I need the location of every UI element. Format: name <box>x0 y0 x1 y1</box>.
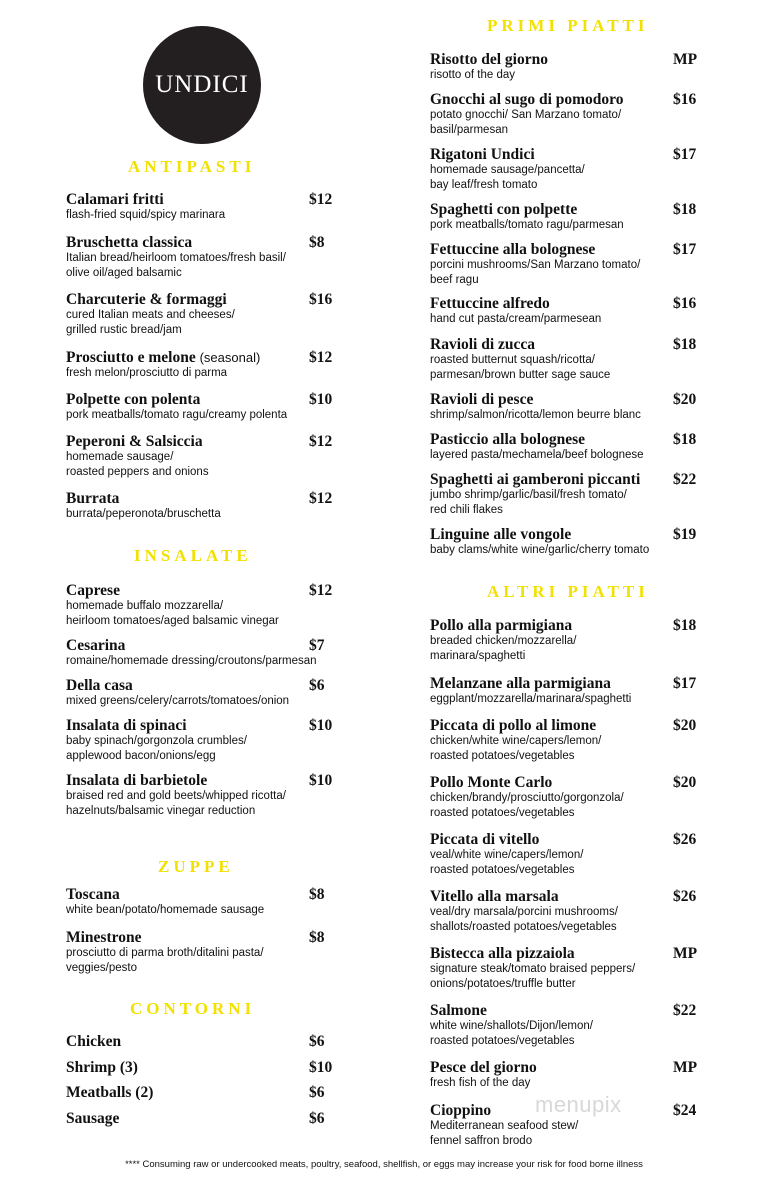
section-title-primi-piatti: PRIMI PIATTI <box>487 16 649 35</box>
food-safety-disclaimer: **** Consuming raw or undercooked meats, poultry, seafood, shellfish, or eggs may increase your risk for food borne illness <box>125 1159 643 1170</box>
menu-item-pesce-del-giorno <box>430 1059 537 1091</box>
item-description: homemade sausage/ <box>66 451 174 463</box>
item-name <box>430 295 601 312</box>
item-price: $10 <box>309 717 333 734</box>
item-price: $26 <box>673 831 697 848</box>
item-name <box>430 1002 593 1019</box>
item-description: marinara/spaghetti <box>430 650 526 662</box>
item-name <box>430 774 624 791</box>
item-note: (seasonal) <box>199 350 261 365</box>
section-title-zuppe: ZUPPE <box>158 857 234 876</box>
side-item-price: $6 <box>309 1084 325 1101</box>
item-price: $20 <box>673 391 697 408</box>
item-description: hand cut pasta/cream/parmesean <box>430 313 602 325</box>
item-description: burrata/peperonota/bruschetta <box>66 508 221 520</box>
menu-item-charcuterie-formaggi <box>66 291 235 338</box>
item-name <box>430 201 624 218</box>
item-name <box>66 677 289 694</box>
item-description: veal/white wine/capers/lemon/ <box>430 849 584 861</box>
item-description: bay leaf/fresh tomato <box>430 179 538 191</box>
item-name <box>430 51 548 68</box>
item-name <box>66 886 264 903</box>
section-title-insalate: INSALATE <box>134 546 252 565</box>
item-price: $18 <box>673 336 697 353</box>
item-price: $7 <box>309 637 325 654</box>
item-price: $12 <box>309 582 333 599</box>
item-description: homemade buffalo mozzarella/ <box>66 600 224 612</box>
item-description: pork meatballs/tomato ragu/parmesan <box>430 219 624 231</box>
menu-item-calamari-fritti <box>66 191 225 223</box>
menu-item-bistecca-alla-pizzaiola <box>430 945 635 992</box>
item-description: hazelnuts/balsamic vinegar reduction <box>66 805 256 817</box>
item-price: MP <box>673 945 698 962</box>
side-item-price: $10 <box>309 1059 333 1076</box>
item-name <box>430 945 635 962</box>
item-name <box>430 675 631 692</box>
item-description: mixed greens/celery/carrots/tomatoes/onion <box>66 695 290 707</box>
item-price: $20 <box>673 717 697 734</box>
item-name <box>66 772 286 789</box>
item-name-text: Pollo alla parmigiana <box>430 617 573 634</box>
item-name <box>430 241 640 258</box>
item-price: $8 <box>309 234 325 251</box>
item-description: red chili flakes <box>430 504 503 516</box>
item-name <box>430 717 601 734</box>
item-name-text: Bistecca alla pizzaiola <box>430 945 575 962</box>
item-name <box>430 391 641 408</box>
item-price: $17 <box>673 146 697 163</box>
menu-item-caprese <box>66 582 279 629</box>
item-description: olive oil/aged balsamic <box>66 267 182 279</box>
menu-item-pollo-monte-carlo <box>430 774 624 821</box>
menu-item-burrata <box>66 490 221 522</box>
item-price: $12 <box>309 349 333 366</box>
menu-item-linguine-alle-vongole <box>430 526 649 558</box>
section-title-antipasti: ANTIPASTI <box>128 157 256 176</box>
item-name-text: Insalata di barbietole <box>66 772 208 789</box>
menu-item-ravioli-di-pesce <box>430 391 641 423</box>
menu-item-rigatoni-undici <box>430 146 585 193</box>
side-item-sausage: Sausage <box>66 1110 120 1127</box>
item-description: fresh melon/prosciutto di parma <box>66 367 228 379</box>
item-description: romaine/homemade dressing/croutons/parmesan <box>66 655 317 667</box>
item-description: veal/dry marsala/porcini mushrooms/ <box>430 906 618 918</box>
side-item-price: $6 <box>309 1110 325 1127</box>
item-name-text: Cesarina <box>66 637 126 654</box>
item-description: shrimp/salmon/ricotta/lemon beurre blanc <box>430 409 641 421</box>
item-description: baby clams/white wine/garlic/cherry tomato <box>430 544 650 556</box>
item-description: layered pasta/mechamela/beef bolognese <box>430 449 644 461</box>
menu-item-salmone <box>430 1002 593 1049</box>
item-description: white wine/shallots/Dijon/lemon/ <box>430 1020 593 1032</box>
menu-item-pasticcio-alla-bolognese <box>430 431 644 463</box>
item-name-text: Spaghetti ai gamberoni piccanti <box>430 471 641 488</box>
item-description: chicken/brandy/prosciutto/gorgonzola/ <box>430 792 624 804</box>
item-description: signature steak/tomato braised peppers/ <box>430 963 636 975</box>
item-name <box>430 888 618 905</box>
item-price: $26 <box>673 888 697 905</box>
item-name-text: Prosciutto e melone <box>66 349 196 366</box>
item-name <box>430 91 624 108</box>
item-description: homemade sausage/pancetta/ <box>430 164 585 176</box>
item-price: $8 <box>309 886 325 903</box>
item-name-text: Fettuccine alfredo <box>430 295 550 312</box>
item-price: $20 <box>673 774 697 791</box>
item-name-text: Linguine alle vongole <box>430 526 572 543</box>
item-description: veggies/pesto <box>66 962 137 974</box>
item-name <box>66 391 287 408</box>
item-name-text: Pesce del giorno <box>430 1059 537 1076</box>
menu-item-piccata-di-pollo-al-limone <box>430 717 601 764</box>
item-price: $6 <box>309 677 325 694</box>
item-price: $17 <box>673 241 697 258</box>
menu-item-gnocchi-al-sugo-di-pomodoro <box>430 91 624 138</box>
item-price: $12 <box>309 433 333 450</box>
item-description: beef ragu <box>430 274 479 286</box>
item-price: $19 <box>673 526 697 543</box>
item-name-text: Pasticcio alla bolognese <box>430 431 585 448</box>
menu-item-prosciutto-e-melone <box>66 349 260 381</box>
item-name-text: Toscana <box>66 886 120 903</box>
item-description: parmesan/brown butter sage sauce <box>430 369 611 381</box>
item-name-text: Spaghetti con polpette <box>430 201 578 218</box>
menu-item-bruschetta-classica <box>66 234 286 281</box>
item-description: chicken/white wine/capers/lemon/ <box>430 735 602 747</box>
menu-item-piccata-di-vitello <box>430 831 583 878</box>
item-description: roasted potatoes/vegetables <box>430 750 575 762</box>
menu-item-polpette-con-polenta <box>66 391 287 423</box>
item-price: $8 <box>309 929 325 946</box>
item-name-text: Gnocchi al sugo di pomodoro <box>430 91 624 108</box>
item-name-text: Piccata di pollo al limone <box>430 717 597 734</box>
menu-item-minestrone <box>66 929 264 976</box>
item-price: MP <box>673 1059 698 1076</box>
menu-item-risotto-del-giorno <box>430 51 548 83</box>
item-name-text: Polpette con polenta <box>66 391 201 408</box>
item-description: prosciutto di parma broth/ditalini pasta/ <box>66 947 264 959</box>
item-description: roasted butternut squash/ricotta/ <box>430 354 595 366</box>
item-name <box>430 471 640 488</box>
item-name-text: Piccata di vitello <box>430 831 540 848</box>
menu-item-toscana <box>66 886 264 918</box>
item-name <box>66 349 260 366</box>
item-price: $10 <box>309 772 333 789</box>
item-name-text: Salmone <box>430 1002 487 1019</box>
menu-item-della-casa <box>66 677 289 709</box>
item-description: white bean/potato/homemade sausage <box>66 904 265 916</box>
item-price: $10 <box>309 391 333 408</box>
item-description: cured Italian meats and cheeses/ <box>66 309 235 321</box>
item-name-text: Peperoni & Salsiccia <box>66 433 203 450</box>
menu-item-insalata-di-spinaci <box>66 717 247 764</box>
item-description: eggplant/mozzarella/marinara/spaghetti <box>430 693 632 705</box>
item-description: jumbo shrimp/garlic/basil/fresh tomato/ <box>430 489 627 501</box>
item-name <box>430 146 585 163</box>
menu-item-vitello-alla-marsala <box>430 888 618 935</box>
logo-text: UNDICI <box>155 71 249 98</box>
watermark: menupix <box>535 1092 622 1117</box>
item-description: roasted potatoes/vegetables <box>430 864 575 876</box>
item-description: roasted potatoes/vegetables <box>430 807 575 819</box>
item-price: $16 <box>673 91 697 108</box>
item-name <box>430 526 649 543</box>
item-name-text: Cioppino <box>430 1102 492 1119</box>
item-price: $16 <box>309 291 333 308</box>
item-name-text: Della casa <box>66 677 133 694</box>
menu-item-ravioli-di-zucca <box>430 336 610 383</box>
item-description: breaded chicken/mozzarella/ <box>430 635 577 647</box>
item-description: shallots/roasted potatoes/vegetables <box>430 921 617 933</box>
menu-item-melanzane-alla-parmigiana <box>430 675 631 707</box>
item-price: $16 <box>673 295 697 312</box>
item-name <box>430 336 610 353</box>
item-name <box>66 234 286 251</box>
item-name-text: Insalata di spinaci <box>66 717 187 734</box>
item-description: braised red and gold beets/whipped ricotta/ <box>66 790 286 802</box>
side-item-meatballs-2: Meatballs (2) <box>66 1084 154 1101</box>
item-description: flash-fried squid/spicy marinara <box>66 209 226 221</box>
item-price: $17 <box>673 675 697 692</box>
item-name <box>66 637 317 654</box>
item-price: $18 <box>673 617 697 634</box>
side-item-chicken: Chicken <box>66 1033 122 1050</box>
item-name-text: Bruschetta classica <box>66 234 193 251</box>
item-name <box>430 831 583 848</box>
section-title-contorni: CONTORNI <box>130 999 256 1018</box>
item-description: Italian bread/heirloom tomatoes/fresh basil/ <box>66 252 286 264</box>
item-description: pork meatballs/tomato ragu/creamy polenta <box>66 409 288 421</box>
item-description: fresh fish of the day <box>430 1077 531 1089</box>
item-description: baby spinach/gorgonzola crumbles/ <box>66 735 247 747</box>
item-price: $24 <box>673 1102 697 1119</box>
item-name <box>66 582 279 599</box>
item-name-text: Ravioli di pesce <box>430 391 534 408</box>
item-price: $12 <box>309 191 333 208</box>
item-name-text: Burrata <box>66 490 120 507</box>
side-item-price: $6 <box>309 1033 325 1050</box>
item-price: MP <box>673 51 698 68</box>
item-name <box>66 291 235 308</box>
item-description: grilled rustic bread/jam <box>66 324 182 336</box>
item-price: $12 <box>309 490 333 507</box>
item-name <box>430 431 644 448</box>
item-name-text: Vitello alla marsala <box>430 888 559 905</box>
side-item-shrimp-3: Shrimp (3) <box>66 1059 138 1076</box>
item-description: fennel saffron brodo <box>430 1135 533 1147</box>
item-name-text: Fettuccine alla bolognese <box>430 241 596 258</box>
menu-item-insalata-di-barbietole <box>66 772 286 819</box>
item-name <box>66 929 264 946</box>
item-description: risotto of the day <box>430 69 516 81</box>
item-description: porcini mushrooms/San Marzano tomato/ <box>430 259 641 271</box>
menu-item-spaghetti-ai-gamberoni-piccanti <box>430 471 640 518</box>
menu-item-fettuccine-alfredo <box>430 295 601 327</box>
item-name-text: Risotto del giorno <box>430 51 548 68</box>
item-name-text: Ravioli di zucca <box>430 336 536 353</box>
menu-item-cesarina <box>66 637 317 669</box>
item-price: $22 <box>673 471 697 488</box>
item-name <box>430 1059 537 1076</box>
item-description: heirloom tomatoes/aged balsamic vinegar <box>66 615 279 627</box>
item-name <box>66 191 225 208</box>
section-title-altri-piatti: ALTRI PIATTI <box>487 582 649 601</box>
item-description: basil/parmesan <box>430 124 508 136</box>
item-name-text: Calamari fritti <box>66 191 164 208</box>
item-description: onions/potatoes/truffle butter <box>430 978 576 990</box>
item-name-text: Charcuterie & formaggi <box>66 291 227 308</box>
item-price: $18 <box>673 431 697 448</box>
item-description: Mediterranean seafood stew/ <box>430 1120 579 1132</box>
menu-item-pollo-alla-parmigiana <box>430 617 576 664</box>
item-price: $18 <box>673 201 697 218</box>
item-description: potato gnocchi/ San Marzano tomato/ <box>430 109 622 121</box>
item-name-text: Rigatoni Undici <box>430 146 535 163</box>
item-description: roasted potatoes/vegetables <box>430 1035 575 1047</box>
item-name-text: Pollo Monte Carlo <box>430 774 553 791</box>
item-name <box>430 617 576 634</box>
item-name <box>66 490 221 507</box>
item-name <box>66 433 209 450</box>
menu-item-spaghetti-con-polpette <box>430 201 624 233</box>
menu-item-fettuccine-alla-bolognese <box>430 241 640 288</box>
item-description: roasted peppers and onions <box>66 466 209 478</box>
item-name-text: Melanzane alla parmigiana <box>430 675 611 692</box>
item-name-text: Caprese <box>66 582 120 599</box>
item-name-text: Minestrone <box>66 929 142 946</box>
restaurant-logo <box>143 26 261 144</box>
menu-item-peperoni-salsiccia <box>66 433 209 480</box>
item-name <box>66 717 247 734</box>
item-description: applewood bacon/onions/egg <box>66 750 216 762</box>
item-price: $22 <box>673 1002 697 1019</box>
